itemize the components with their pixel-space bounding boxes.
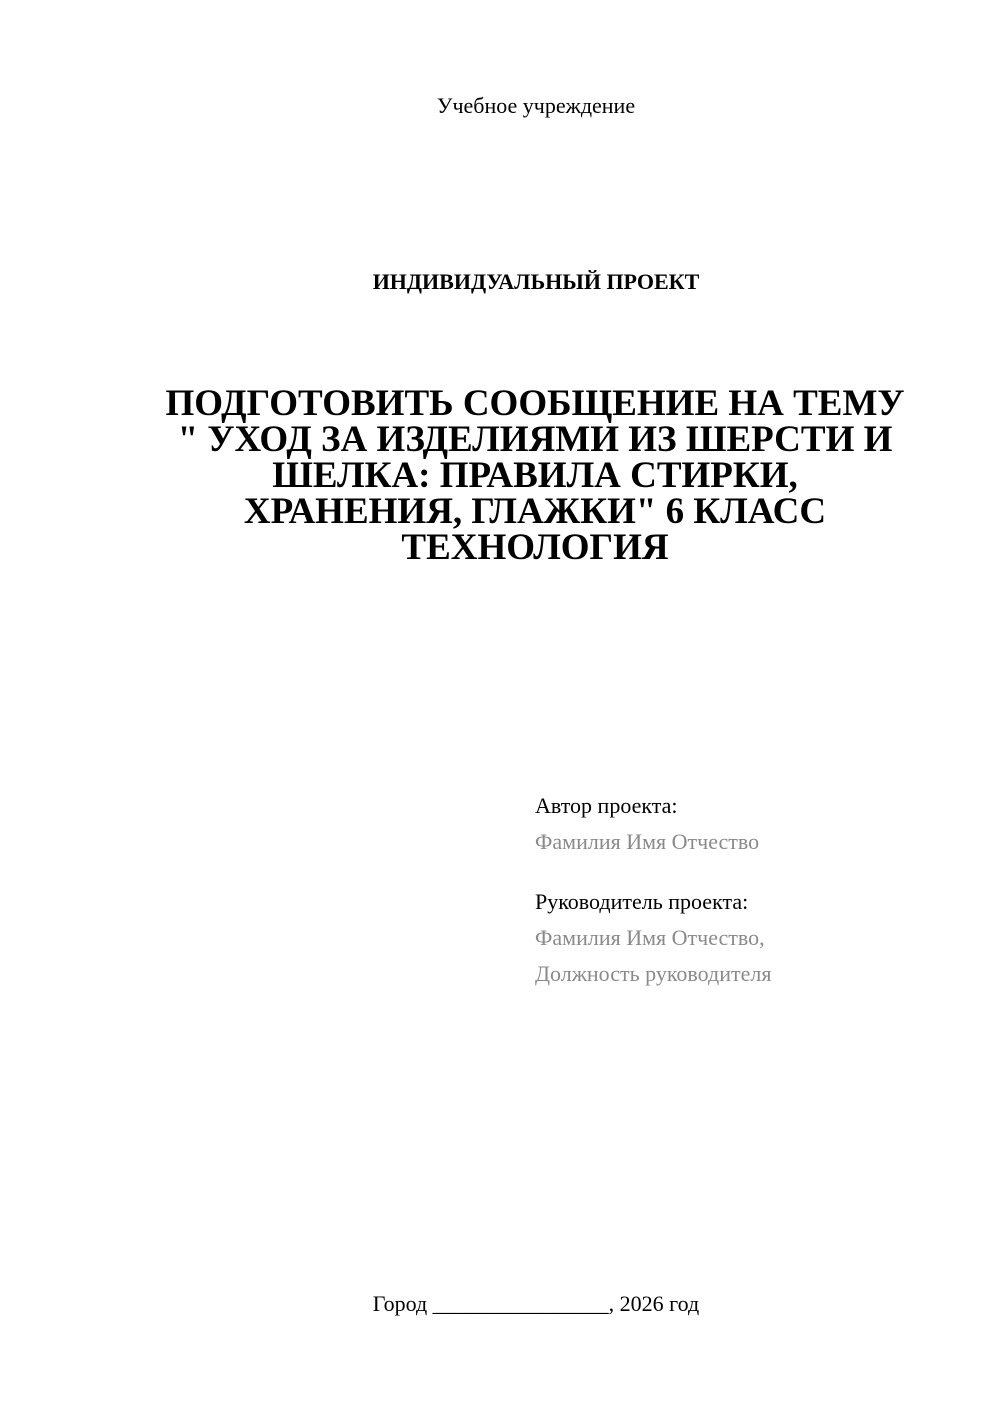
supervisor-name-placeholder: Фамилия Имя Отчество, xyxy=(535,925,765,950)
city-year-line: Город ________________, 2026 год xyxy=(372,1291,700,1316)
project-title-line: ШЕЛКА: ПРАВИЛА СТИРКИ, xyxy=(272,455,798,496)
supervisor-label: Руководитель проекта: xyxy=(535,889,749,914)
project-title-line: " УХОД ЗА ИЗДЕЛИЯМИ ИЗ ШЕРСТИ И xyxy=(177,419,893,460)
project-type-heading: ИНДИВИДУАЛЬНЫЙ ПРОЕКТ xyxy=(372,269,700,294)
project-title-line: ХРАНЕНИЯ, ГЛАЖКИ" 6 КЛАСС xyxy=(243,491,827,532)
institution-name: Учебное учреждение xyxy=(436,93,636,118)
credits-block xyxy=(535,788,975,1016)
project-title xyxy=(140,383,930,568)
author-name-placeholder: Фамилия Имя Отчество xyxy=(535,829,760,854)
project-title-line: ПОДГОТОВИТЬ СООБЩЕНИЕ НА ТЕМУ xyxy=(165,383,905,424)
supervisor-block xyxy=(535,884,975,992)
author-block xyxy=(535,788,975,860)
author-label: Автор проекта: xyxy=(535,793,678,818)
project-title-line: ТЕХНОЛОГИЯ xyxy=(401,527,669,568)
supervisor-position-placeholder: Должность руководителя xyxy=(535,961,772,986)
